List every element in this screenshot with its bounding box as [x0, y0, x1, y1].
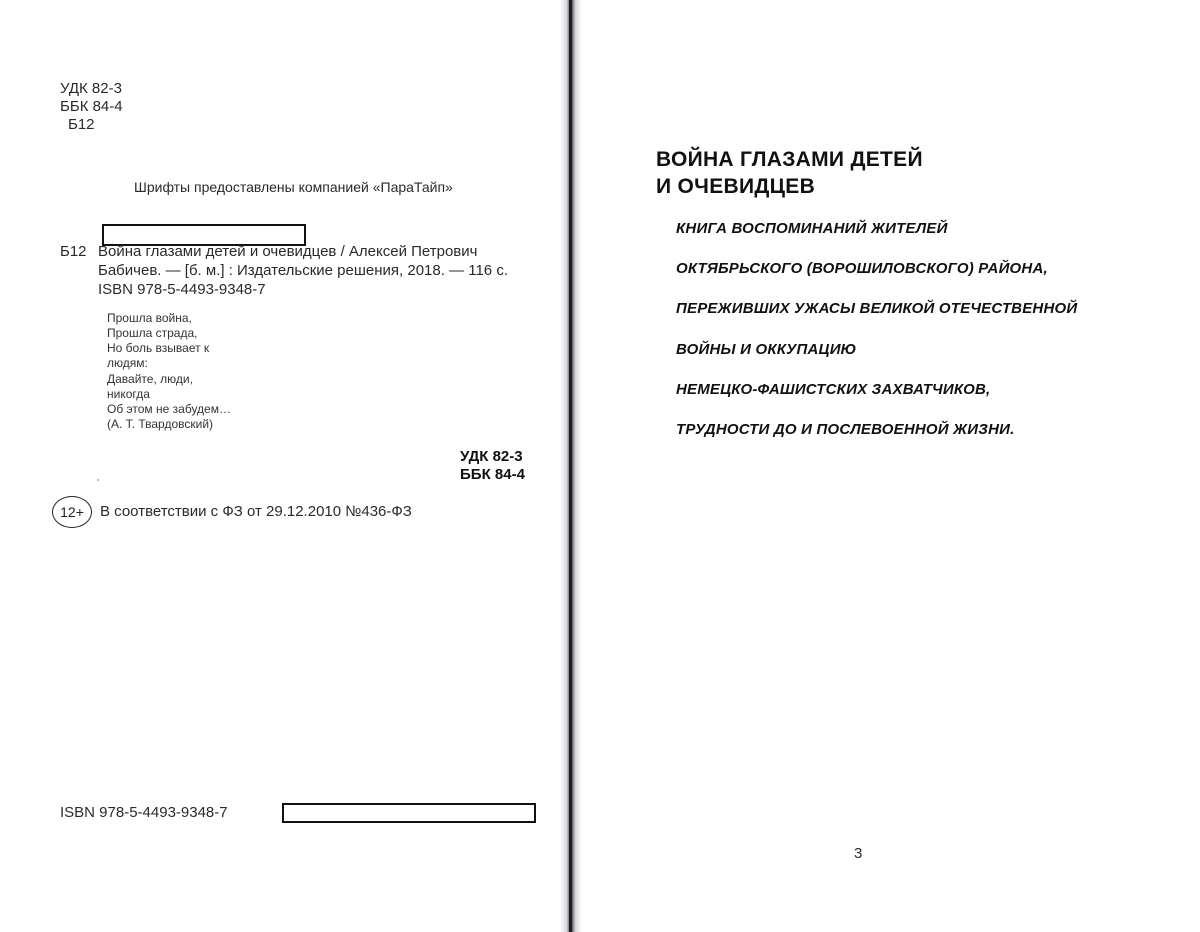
- poem-line: никогда: [107, 387, 150, 401]
- subtitle-line: ТРУДНОСТИ ДО И ПОСЛЕВОЕННОЙ ЖИЗНИ.: [676, 421, 1015, 438]
- age-rating-badge: 12+: [52, 496, 92, 528]
- entry-line-1: Война глазами детей и очевидцев / Алексей Петрович: [98, 243, 478, 260]
- subtitle-line: КНИГА ВОСПОМИНАНИЙ ЖИТЕЛЕЙ: [676, 220, 948, 237]
- udk-bottom: УДК 82-3: [460, 448, 523, 465]
- code-top: Б12: [68, 116, 95, 133]
- subtitle-line: ВОЙНЫ И ОККУПАЦИЮ: [676, 341, 857, 358]
- title-line-1: ВОЙНА ГЛАЗАМИ ДЕТЕЙ: [656, 148, 923, 171]
- poem-line: Прошла страда,: [107, 326, 198, 340]
- poem-line: Давайте, люди,: [107, 372, 193, 386]
- isbn-bottom: ISBN 978-5-4493-9348-7: [60, 804, 228, 821]
- subtitle-line: ПЕРЕЖИВШИХ УЖАСЫ ВЕЛИКОЙ ОТЕЧЕСТВЕННОЙ: [676, 300, 1078, 317]
- redaction-box-bottom: [282, 803, 536, 823]
- udk-top: УДК 82-3: [60, 80, 122, 97]
- poem-line: Об этом не забудем…: [107, 402, 231, 416]
- bbk-bottom: ББК 84-4: [460, 466, 525, 483]
- title-line-2: И ОЧЕВИДЦЕВ: [656, 175, 816, 198]
- poem-line: Прошла война,: [107, 311, 192, 325]
- right-page: [578, 0, 1200, 932]
- bbk-top: ББК 84-4: [60, 98, 123, 115]
- poem-author: (А. Т. Твардовский): [107, 417, 214, 431]
- law-note: В соответствии с ФЗ от 29.12.2010 №436-ФЗ: [100, 503, 412, 520]
- entry-line-3: ISBN 978-5-4493-9348-7: [98, 281, 266, 298]
- entry-line-2: Бабичев. — [б. м.] : Издательские решения, 2018. — 116 с.: [98, 262, 508, 279]
- entry-code: Б12: [60, 243, 87, 260]
- spine-gutter-line: [569, 0, 572, 932]
- subtitle-line: НЕМЕЦКО-ФАШИСТСКИХ ЗАХВАТЧИКОВ,: [676, 381, 991, 398]
- poem-line: людям:: [107, 356, 148, 370]
- scan-speck: [97, 479, 99, 481]
- book-title: [656, 146, 923, 200]
- page-number: 3: [854, 845, 863, 862]
- fonts-credit: Шрифты предоставлены компанией «ПараТайп»: [134, 179, 453, 195]
- subtitle-line: ОКТЯБРЬСКОГО (ВОРОШИЛОВСКОГО) РАЙОНА,: [676, 260, 1048, 277]
- poem-line: Но боль взывает к: [107, 341, 210, 355]
